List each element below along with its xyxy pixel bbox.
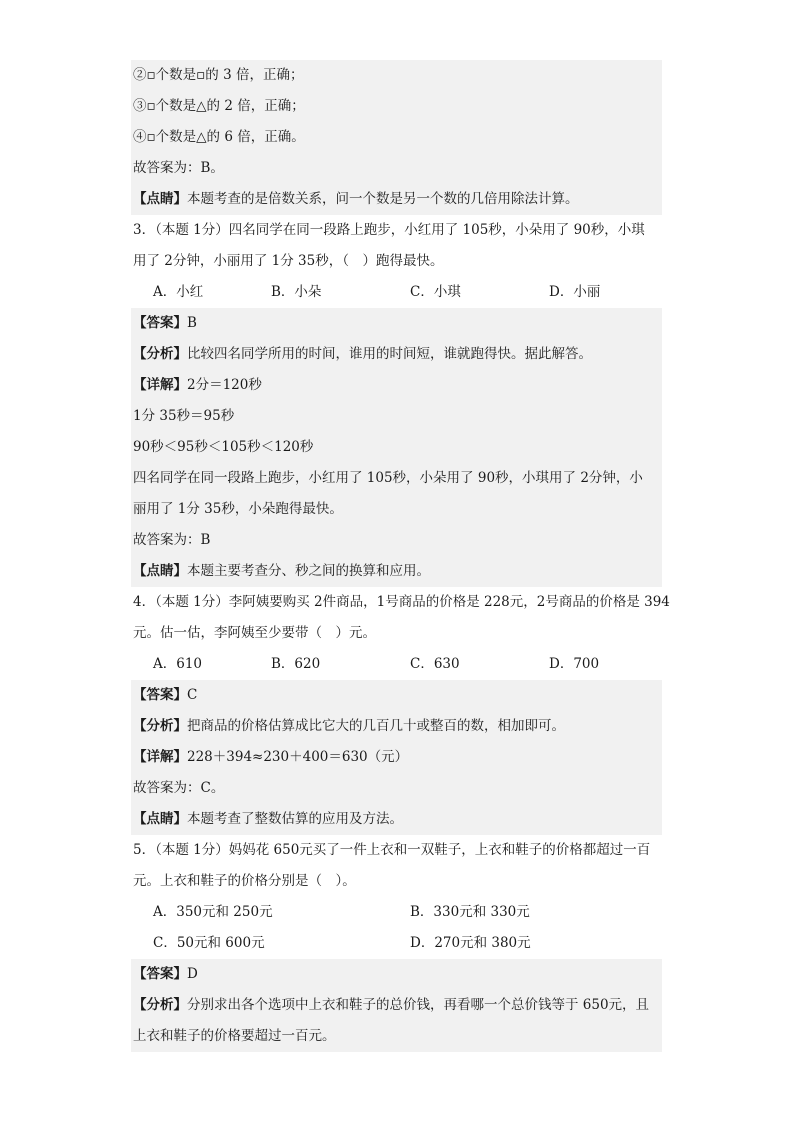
q4-option-a: A．610 <box>153 656 203 672</box>
point-tag: 【点睛】 <box>133 191 187 207</box>
analysis-text: 把商品的价格估算成比它大的几百几十或整百的数，相加即可。 <box>187 718 565 734</box>
q3-answer <box>131 308 662 339</box>
analysis-tag: 【分析】 <box>133 997 187 1013</box>
point-tag: 【点睛】 <box>133 563 187 579</box>
analysis-tag: 【分析】 <box>133 718 187 734</box>
q5-stem-line-2: 元。上衣和鞋子的价格分别是（ ）。 <box>133 873 356 889</box>
detail-text: 228＋394≈230＋400＝630（元） <box>187 749 409 765</box>
q5-option-a: A．350元和 250元 <box>153 904 273 920</box>
q3-stem-line-2: 用了 2分钟，小丽用了 1分 35秒，（ ）跑得最快。 <box>133 253 444 269</box>
point-tag: 【点睛】 <box>133 811 187 827</box>
q4-detail <box>131 742 662 773</box>
q5-stem-line-1: 5．（本题 1分）妈妈花 650元买了一件上衣和一双鞋子，上衣和鞋子的价格都超过一百 <box>133 842 651 858</box>
q5-option-d: D．270元和 380元 <box>410 935 531 951</box>
q5-option-b: B．330元和 330元 <box>410 904 530 920</box>
q5-answer <box>131 959 662 990</box>
q5-analysis-2: 上衣和鞋子的价格要超过一百元。 <box>131 1021 662 1052</box>
q5-analysis-1 <box>131 990 662 1021</box>
answer-value: D <box>187 966 198 982</box>
q3-detail-3: 90秒＜95秒＜105秒＜120秒 <box>131 432 662 463</box>
q4-point <box>131 804 662 835</box>
q4-option-d: D．700 <box>549 656 600 672</box>
q4-options <box>131 649 662 680</box>
prev-final-answer: 故答案为：B。 <box>131 153 662 184</box>
q3-detail-2: 1分 35秒＝95秒 <box>131 401 662 432</box>
detail-tag: 【详解】 <box>133 377 187 393</box>
q4-analysis <box>131 711 662 742</box>
answer-tag: 【答案】 <box>133 687 187 703</box>
q3-final-answer: 故答案为：B <box>131 525 662 556</box>
q4-stem-line-1: 4．（本题 1分）李阿姨要购买 2件商品，1号商品的价格是 228元，2号商品的价格是 394 <box>133 594 670 610</box>
point-text: 本题考查了整数估算的应用及方法。 <box>187 811 403 827</box>
prev-point <box>131 184 662 215</box>
prev-analysis-line-2: ②▫个数是▫的 3 倍，正确； <box>131 60 662 91</box>
analysis-text: 比较四名同学所用的时间，谁用的时间短，谁就跑得快。据此解答。 <box>187 346 592 362</box>
answer-tag: 【答案】 <box>133 315 187 331</box>
analysis-text: 分别求出各个选项中上衣和鞋子的总价钱，再看哪一个总价钱等于 650元，且 <box>187 997 650 1013</box>
answer-value: C <box>187 687 198 703</box>
q3-detail-5: 丽用了 1分 35秒，小朵跑得最快。 <box>131 494 662 525</box>
q4-final-answer: 故答案为：C。 <box>131 773 662 804</box>
answer-value: B <box>187 315 197 331</box>
q3-option-a: A．小红 <box>153 284 204 300</box>
q3-options <box>131 277 662 308</box>
answer-tag: 【答案】 <box>133 966 187 982</box>
q3-option-d: D．小丽 <box>549 284 601 300</box>
detail-tag: 【详解】 <box>133 749 187 765</box>
q4-option-c: C．630 <box>410 656 460 672</box>
q3-analysis <box>131 339 662 370</box>
point-text: 本题考查的是倍数关系，问一个数是另一个数的几倍用除法计算。 <box>187 191 579 207</box>
q3-stem-line-1: 3．（本题 1分）四名同学在同一段路上跑步，小红用了 105秒，小朵用了 90秒，小琪 <box>133 222 645 238</box>
point-text: 本题主要考查分、秒之间的换算和应用。 <box>187 563 430 579</box>
q5-options-row-2 <box>131 928 662 959</box>
q5-options-row-1 <box>131 897 662 928</box>
analysis-tag: 【分析】 <box>133 346 187 362</box>
q4-stem-line-2: 元。估一估，李阿姨至少要带（ ）元。 <box>133 625 376 641</box>
document-page <box>131 60 670 1052</box>
detail-text: 2分＝120秒 <box>187 377 262 393</box>
prev-analysis-line-4: ④▫个数是△的 6 倍，正确。 <box>131 122 662 153</box>
q5-option-c: C．50元和 600元 <box>153 935 265 951</box>
prev-analysis-line-3: ③▫个数是△的 2 倍，正确； <box>131 91 662 122</box>
q3-option-c: C．小琪 <box>410 284 461 300</box>
q3-option-b: B．小朵 <box>271 284 322 300</box>
q4-option-b: B．620 <box>271 656 321 672</box>
q4-answer <box>131 680 662 711</box>
q3-point <box>131 556 662 587</box>
q3-detail-4: 四名同学在同一段路上跑步，小红用了 105秒，小朵用了 90秒，小琪用了 2分钟，小 <box>131 463 662 494</box>
q3-detail-1 <box>131 370 662 401</box>
